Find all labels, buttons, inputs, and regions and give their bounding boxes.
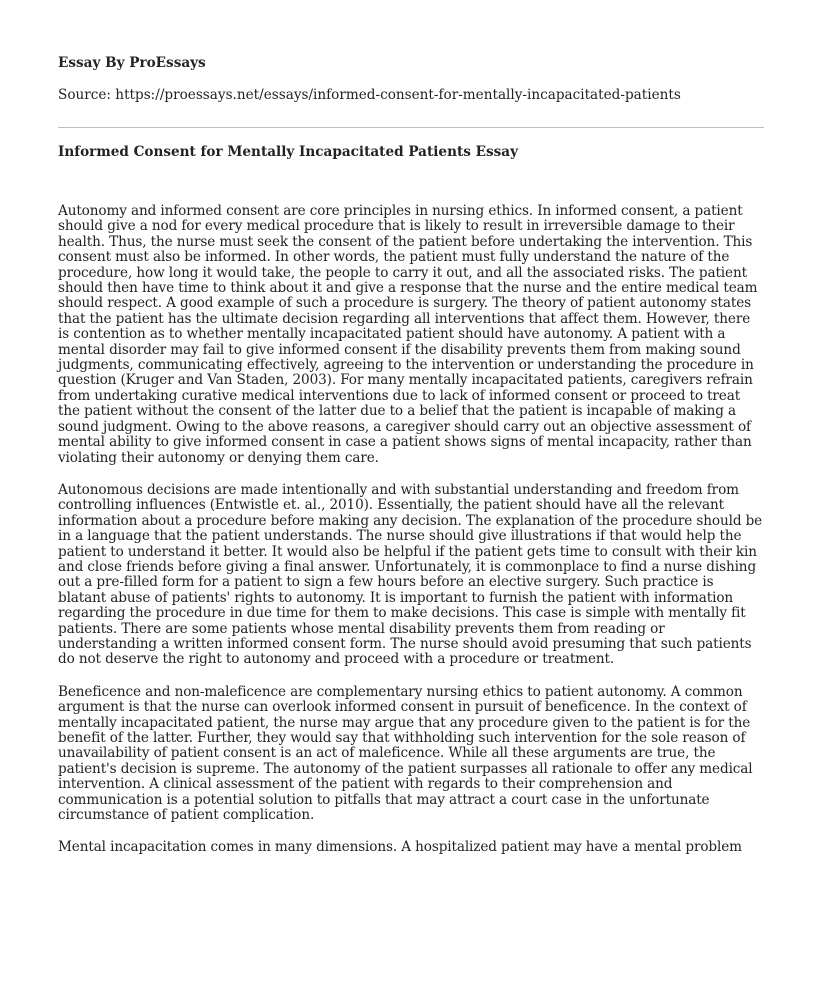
essay-paragraph-2: Autonomous decisions are made intentionally and with substantial understanding and freedom from controlling influences (Entwistle et. al., 2010). Essentially, the patient should have all the relevant information about a procedure before making any decision. The explanation of the procedure should be in a language that the patient understands. The nurse should give illustrations if that would help the patient to understand it better. It would also be helpful if the patient gets time to consult with their kin and close friends before giving a final answer. Unfortunately, it is commonplace to find a nurse dishing out a pre-filled form for a patient to sign a few hours before an elective surgery. Such practice is blatant abuse of patients' rights to autonomy. It is important to furnish the patient with information regarding the procedure in due time for them to make decisions. This case is simple with mentally fit patients. There are some patients whose mental disability prevents them from reading or understanding a written informed consent form. The nurse should avoid presuming that such patients do not deserve the right to autonomy and proceed with a procedure or treatment. (58, 481, 763, 668)
divider (58, 127, 764, 128)
essay-body (58, 204, 764, 873)
source-line: Source: https://proessays.net/essays/informed-consent-for-mentally-incapacitated-patients (58, 87, 681, 103)
site-title: Essay By ProEssays (58, 55, 206, 71)
essay-paragraph-3: Beneficence and non-maleficence are complementary nursing ethics to patient autonomy. A common argument is that the nurse can overlook informed consent in pursuit of beneficence. In the context of mentally incapacitated patient, the nurse may argue that any procedure given to the patient is for the benefit of the latter. Further, they would say that withholding such intervention for the sole reason of unavailability of patient consent is an act of maleficence. While all these arguments are true, the patient's decision is supreme. The autonomy of the patient surpasses all rationale to offer any medical intervention. A clinical assessment of the patient with regards to their comprehension and communication is a potential solution to pitfalls that may attract a court case in the unfortunate circumstance of patient complication. (58, 683, 753, 824)
essay-paragraph-1: Autonomy and informed consent are core principles in nursing ethics. In informed consent, a patient should give a nod for every medical procedure that is likely to result in irreversible damage to their health. Thus, the nurse must seek the consent of the patient before undertaking the intervention. This consent must also be informed. In other words, the patient must fully understand the nature of the procedure, how long it would take, the people to carry it out, and all the associated risks. The patient should then have time to think about it and give a response that the nurse and the entire medical team should respect. A good example of such a procedure is surgery. The theory of patient autonomy states that the patient has the ultimate decision regarding all interventions that affect them. However, there is contention as to whether mentally incapacitated patient should have autonomy. A patient with a mental disorder may fail to give informed consent if the disability prevents them from making sound judgments, communicating effectively, agreeing to the intervention or understanding the procedure in question (Kruger and Van Staden, 2003). For many mentally incapacitated patients, caregivers refrain from undertaking curative medical interventions due to lack of informed consent or proceed to treat the patient without the consent of the latter due to a belief that the patient is incapable of making a sound judgment. Owing to the above reasons, a caregiver should carry out an objective assessment of mental ability to give informed consent in case a patient shows signs of mental incapacity, rather than violating their autonomy or denying them care. (58, 203, 758, 466)
essay-paragraph-4: Mental incapacitation comes in many dimensions. A hospitalized patient may have a mental problem (58, 839, 742, 856)
essay-title: Informed Consent for Mentally Incapacitated Patients Essay (58, 144, 519, 160)
